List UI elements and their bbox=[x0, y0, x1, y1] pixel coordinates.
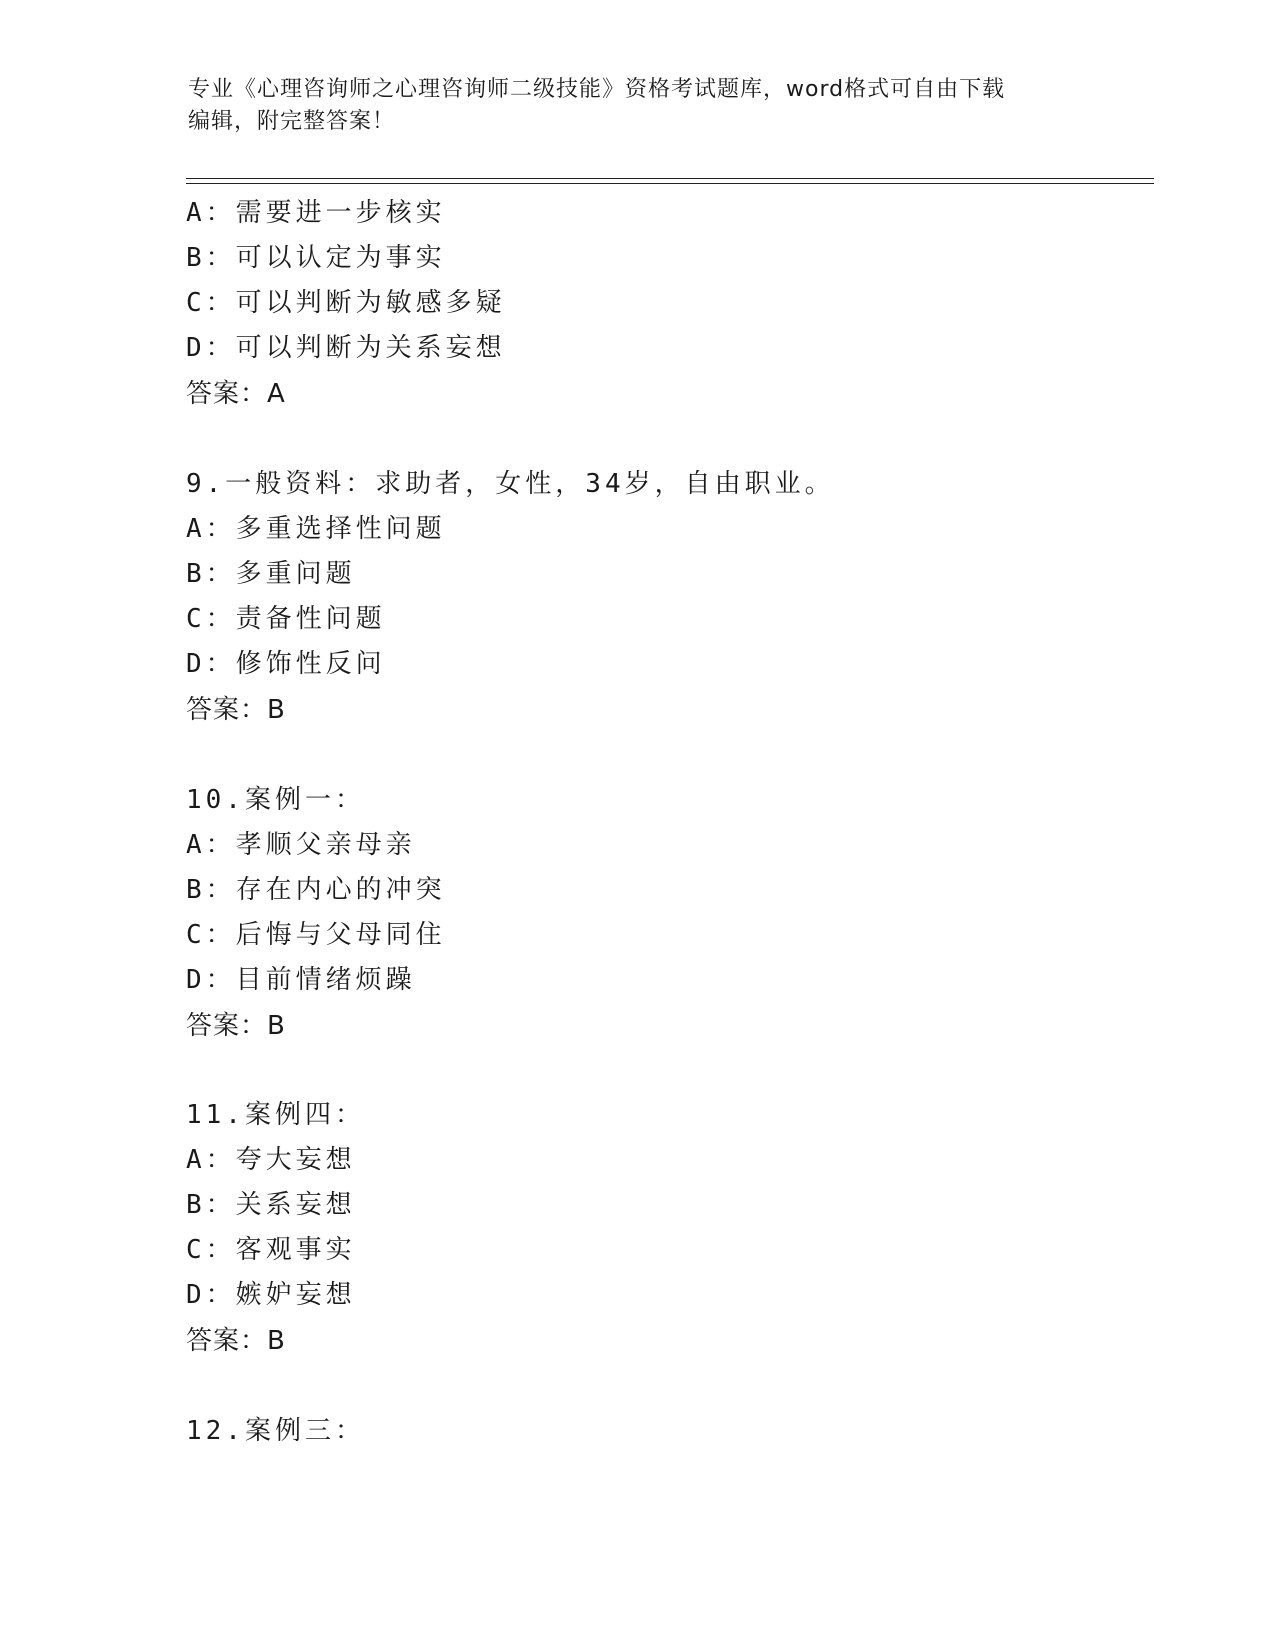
header-divider-top bbox=[186, 178, 1154, 179]
q11-option-d: D：嫉妒妄想 bbox=[186, 1280, 356, 1310]
q10-option-a: A：孝顺父亲母亲 bbox=[186, 830, 416, 860]
header-divider-bottom bbox=[186, 183, 1154, 184]
q11-option-a: A：夸大妄想 bbox=[186, 1145, 356, 1175]
q8-option-d: D：可以判断为关系妄想 bbox=[186, 333, 506, 363]
q10-option-d: D：目前情绪烦躁 bbox=[186, 965, 416, 995]
q10-option-c: C：后悔与父母同住 bbox=[186, 920, 446, 950]
q11-option-b: B：关系妄想 bbox=[186, 1190, 356, 1220]
q10-option-b: B：存在内心的冲突 bbox=[186, 875, 446, 905]
q8-option-a: A：需要进一步核实 bbox=[186, 198, 446, 228]
q11-title: 11.案例四： bbox=[186, 1100, 365, 1130]
q10-title: 10.案例一： bbox=[186, 785, 365, 815]
q9-title: 9.一般资料：求助者，女性，34岁，自由职业。 bbox=[186, 469, 835, 499]
q12-title: 12.案例三： bbox=[186, 1416, 365, 1446]
q9-option-a: A：多重选择性问题 bbox=[186, 514, 446, 544]
q9-answer: 答案：B bbox=[186, 695, 286, 725]
q9-option-b: B：多重问题 bbox=[186, 559, 356, 589]
q11-answer: 答案：B bbox=[186, 1326, 286, 1356]
document-header bbox=[188, 74, 1088, 138]
q8-answer: 答案：A bbox=[186, 379, 286, 409]
q11-option-c: C：客观事实 bbox=[186, 1235, 356, 1265]
q9-option-c: C：责备性问题 bbox=[186, 604, 386, 634]
q8-option-c: C：可以判断为敏感多疑 bbox=[186, 288, 506, 318]
q8-option-b: B：可以认定为事实 bbox=[186, 243, 446, 273]
header-line-2: 编辑，附完整答案！ bbox=[188, 109, 396, 134]
header-line-1: 专业《心理咨询师之心理咨询师二级技能》资格考试题库，word格式可自由下载 bbox=[188, 77, 1006, 102]
q10-answer: 答案：B bbox=[186, 1011, 286, 1041]
q9-option-d: D：修饰性反问 bbox=[186, 649, 386, 679]
